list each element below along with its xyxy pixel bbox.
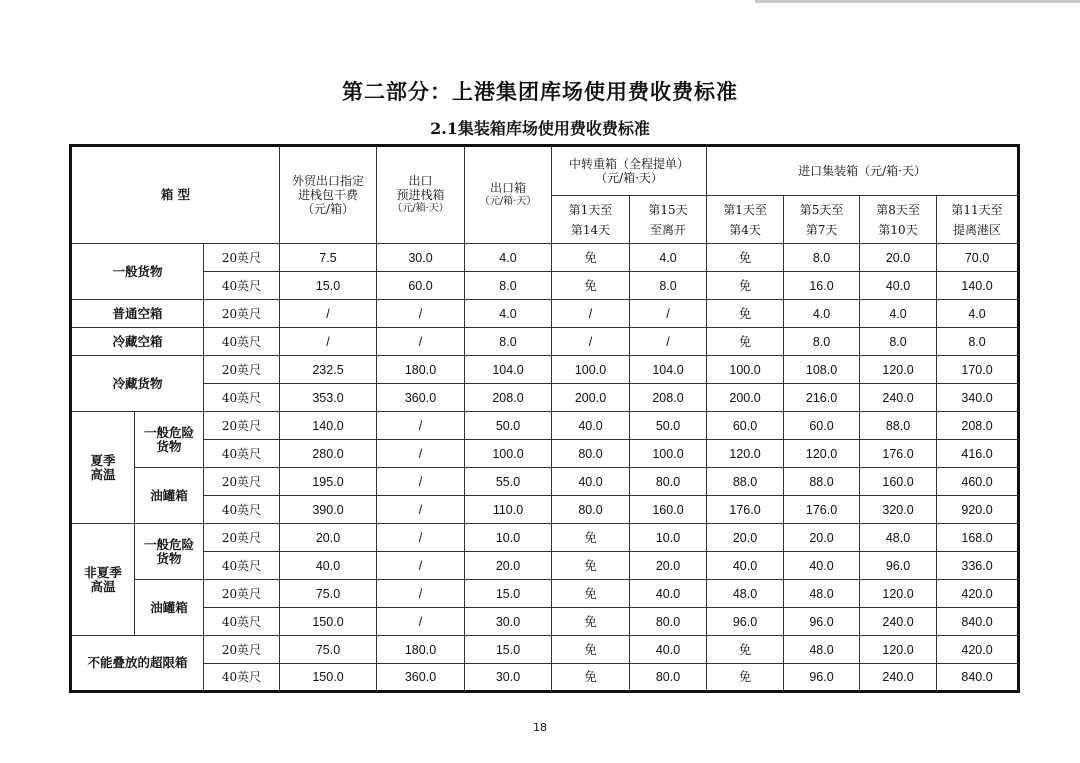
header-import-day8-10: 第8天至 第10天 bbox=[860, 196, 937, 244]
fee-value-cell: 4.0 bbox=[630, 244, 707, 272]
fee-value-cell: 150.0 bbox=[280, 608, 377, 636]
fee-value-cell: 免 bbox=[552, 580, 630, 608]
fee-value-cell: / bbox=[377, 300, 465, 328]
container-size-cell: 20英尺 bbox=[204, 524, 280, 552]
fee-value-cell: 20.0 bbox=[630, 552, 707, 580]
fee-value-cell: 75.0 bbox=[280, 580, 377, 608]
fee-value-cell: 免 bbox=[552, 636, 630, 664]
fee-value-cell: 100.0 bbox=[465, 440, 552, 468]
table-row bbox=[71, 552, 1019, 580]
fee-value-cell: 48.0 bbox=[784, 636, 860, 664]
row-label-dangerous-summer: 一般危险货物 bbox=[135, 412, 204, 468]
fee-value-cell: 150.0 bbox=[280, 664, 377, 692]
fee-value-cell: 336.0 bbox=[937, 552, 1019, 580]
header-export-box: 出口箱 （元/箱·天） bbox=[465, 146, 552, 244]
fee-value-cell: 30.0 bbox=[465, 664, 552, 692]
fee-value-cell: 20.0 bbox=[707, 524, 784, 552]
row-label-general-cargo: 一般货物 bbox=[71, 244, 204, 300]
fee-value-cell: 40.0 bbox=[630, 636, 707, 664]
fee-value-cell: 15.0 bbox=[465, 580, 552, 608]
fee-value-cell: 8.0 bbox=[465, 328, 552, 356]
fee-value-cell: 96.0 bbox=[784, 664, 860, 692]
fee-value-cell: 8.0 bbox=[784, 244, 860, 272]
header-import-day5-7: 第5天至 第7天 bbox=[784, 196, 860, 244]
fee-value-cell: 360.0 bbox=[377, 664, 465, 692]
fee-value-cell: 195.0 bbox=[280, 468, 377, 496]
fee-value-cell: 60.0 bbox=[377, 272, 465, 300]
fee-value-cell: / bbox=[377, 440, 465, 468]
fee-value-cell: 160.0 bbox=[860, 468, 937, 496]
scan-top-edge-line bbox=[755, 0, 1080, 3]
table-row bbox=[71, 524, 1019, 552]
fee-value-cell: 20.0 bbox=[280, 524, 377, 552]
fee-value-cell: 420.0 bbox=[937, 636, 1019, 664]
header-import-box: 进口集装箱（元/箱·天） bbox=[707, 146, 1019, 196]
fee-value-cell: 40.0 bbox=[630, 580, 707, 608]
fee-value-cell: 360.0 bbox=[377, 384, 465, 412]
fee-value-cell: 240.0 bbox=[860, 664, 937, 692]
fee-value-cell: 120.0 bbox=[860, 356, 937, 384]
fee-value-cell: 免 bbox=[707, 272, 784, 300]
fee-value-cell: 60.0 bbox=[707, 412, 784, 440]
row-label-oversize: 不能叠放的超限箱 bbox=[71, 636, 204, 692]
fee-value-cell: / bbox=[377, 524, 465, 552]
header-transit-heavy-box: 中转重箱（全程提单） （元/箱·天） bbox=[552, 146, 707, 196]
fee-value-cell: 460.0 bbox=[937, 468, 1019, 496]
fee-value-cell: 40.0 bbox=[707, 552, 784, 580]
fee-value-cell: / bbox=[630, 328, 707, 356]
row-label-empty-general: 普通空箱 bbox=[71, 300, 204, 328]
fee-value-cell: 10.0 bbox=[465, 524, 552, 552]
fee-value-cell: 20.0 bbox=[860, 244, 937, 272]
fee-value-cell: 100.0 bbox=[630, 440, 707, 468]
fee-value-cell: 免 bbox=[552, 244, 630, 272]
table-row bbox=[71, 384, 1019, 412]
fee-value-cell: 40.0 bbox=[280, 552, 377, 580]
fee-value-cell: 920.0 bbox=[937, 496, 1019, 524]
fee-value-cell: 208.0 bbox=[937, 412, 1019, 440]
fee-value-cell: 340.0 bbox=[937, 384, 1019, 412]
fee-value-cell: 353.0 bbox=[280, 384, 377, 412]
fee-value-cell: 70.0 bbox=[937, 244, 1019, 272]
fee-value-cell: 免 bbox=[552, 552, 630, 580]
page-title: 第二部分：上港集团库场使用费收费标准 bbox=[342, 79, 738, 104]
fee-value-cell: 48.0 bbox=[784, 580, 860, 608]
fee-value-cell: / bbox=[377, 468, 465, 496]
fee-value-cell: 176.0 bbox=[707, 496, 784, 524]
container-size-cell: 20英尺 bbox=[204, 300, 280, 328]
fee-value-cell: 420.0 bbox=[937, 580, 1019, 608]
fee-value-cell: / bbox=[280, 300, 377, 328]
fee-value-cell: 48.0 bbox=[860, 524, 937, 552]
fee-value-cell: 4.0 bbox=[465, 300, 552, 328]
fee-value-cell: 4.0 bbox=[860, 300, 937, 328]
fee-value-cell: 免 bbox=[552, 524, 630, 552]
fee-value-cell: / bbox=[377, 412, 465, 440]
header-transit-day15: 第15天 至离开 bbox=[630, 196, 707, 244]
fee-value-cell: 176.0 bbox=[784, 496, 860, 524]
fee-value-cell: / bbox=[377, 608, 465, 636]
table-row bbox=[71, 468, 1019, 496]
fee-value-cell: 180.0 bbox=[377, 636, 465, 664]
table-row bbox=[71, 580, 1019, 608]
fee-value-cell: 96.0 bbox=[784, 608, 860, 636]
fee-value-cell: 免 bbox=[552, 608, 630, 636]
fee-value-cell: 55.0 bbox=[465, 468, 552, 496]
fee-value-cell: 170.0 bbox=[937, 356, 1019, 384]
row-label-reefer-cargo: 冷藏货物 bbox=[71, 356, 204, 412]
fee-value-cell: 140.0 bbox=[937, 272, 1019, 300]
header-import-day1-4: 第1天至 第4天 bbox=[707, 196, 784, 244]
row-label-tank-summer: 油罐箱 bbox=[135, 468, 204, 524]
fee-value-cell: 80.0 bbox=[630, 608, 707, 636]
header-transit-day1-14: 第1天至 第14天 bbox=[552, 196, 630, 244]
fee-value-cell: 240.0 bbox=[860, 384, 937, 412]
fee-value-cell: 16.0 bbox=[784, 272, 860, 300]
table-row bbox=[71, 300, 1019, 328]
fee-value-cell: / bbox=[377, 580, 465, 608]
fee-value-cell: 60.0 bbox=[784, 412, 860, 440]
table-row bbox=[71, 496, 1019, 524]
fee-value-cell: 4.0 bbox=[784, 300, 860, 328]
fee-value-cell: / bbox=[280, 328, 377, 356]
fee-value-cell: 100.0 bbox=[552, 356, 630, 384]
fee-value-cell: 200.0 bbox=[707, 384, 784, 412]
fee-value-cell: / bbox=[552, 300, 630, 328]
fee-value-cell: 120.0 bbox=[707, 440, 784, 468]
fee-value-cell: 免 bbox=[707, 664, 784, 692]
fee-value-cell: 免 bbox=[552, 664, 630, 692]
fee-value-cell: 96.0 bbox=[707, 608, 784, 636]
fee-value-cell: 7.5 bbox=[280, 244, 377, 272]
fee-value-cell: 104.0 bbox=[465, 356, 552, 384]
fee-value-cell: 320.0 bbox=[860, 496, 937, 524]
fee-value-cell: 80.0 bbox=[630, 468, 707, 496]
fee-value-cell: 10.0 bbox=[630, 524, 707, 552]
table-row bbox=[71, 636, 1019, 664]
table-title: 2.1集装箱库场使用费收费标准 bbox=[430, 119, 650, 138]
fee-value-cell: 840.0 bbox=[937, 664, 1019, 692]
fee-value-cell: 416.0 bbox=[937, 440, 1019, 468]
fee-value-cell: 40.0 bbox=[784, 552, 860, 580]
fee-value-cell: 280.0 bbox=[280, 440, 377, 468]
table-row bbox=[71, 608, 1019, 636]
fee-value-cell: 免 bbox=[552, 272, 630, 300]
fee-value-cell: 4.0 bbox=[937, 300, 1019, 328]
fee-value-cell: 50.0 bbox=[630, 412, 707, 440]
fee-value-cell: 80.0 bbox=[552, 496, 630, 524]
fee-value-cell: 免 bbox=[707, 244, 784, 272]
container-size-cell: 20英尺 bbox=[204, 244, 280, 272]
fee-value-cell: 240.0 bbox=[860, 608, 937, 636]
fee-value-cell: 96.0 bbox=[860, 552, 937, 580]
container-size-cell: 40英尺 bbox=[204, 608, 280, 636]
fee-value-cell: 88.0 bbox=[784, 468, 860, 496]
container-size-cell: 40英尺 bbox=[204, 328, 280, 356]
fee-value-cell: 80.0 bbox=[552, 440, 630, 468]
fee-value-cell: / bbox=[377, 328, 465, 356]
fee-value-cell: 30.0 bbox=[465, 608, 552, 636]
fee-value-cell: 免 bbox=[707, 636, 784, 664]
fee-value-cell: 390.0 bbox=[280, 496, 377, 524]
fee-value-cell: 40.0 bbox=[552, 468, 630, 496]
fee-value-cell: 168.0 bbox=[937, 524, 1019, 552]
table-row bbox=[71, 272, 1019, 300]
fee-value-cell: 208.0 bbox=[630, 384, 707, 412]
fee-value-cell: 88.0 bbox=[860, 412, 937, 440]
fee-value-cell: / bbox=[552, 328, 630, 356]
fee-value-cell: 120.0 bbox=[860, 580, 937, 608]
fee-value-cell: 104.0 bbox=[630, 356, 707, 384]
fee-value-cell: 30.0 bbox=[377, 244, 465, 272]
container-size-cell: 20英尺 bbox=[204, 468, 280, 496]
fee-value-cell: 108.0 bbox=[784, 356, 860, 384]
container-size-cell: 40英尺 bbox=[204, 440, 280, 468]
container-size-cell: 40英尺 bbox=[204, 384, 280, 412]
fee-value-cell: 840.0 bbox=[937, 608, 1019, 636]
row-label-non-summer: 非夏季高温 bbox=[71, 524, 135, 636]
fee-value-cell: 免 bbox=[707, 300, 784, 328]
fee-value-cell: 8.0 bbox=[784, 328, 860, 356]
table-row bbox=[71, 412, 1019, 440]
fee-value-cell: 200.0 bbox=[552, 384, 630, 412]
fee-value-cell: / bbox=[377, 496, 465, 524]
fee-value-cell: 120.0 bbox=[784, 440, 860, 468]
fee-value-cell: 8.0 bbox=[937, 328, 1019, 356]
container-size-cell: 20英尺 bbox=[204, 412, 280, 440]
fee-value-cell: 20.0 bbox=[465, 552, 552, 580]
table-row bbox=[71, 244, 1019, 272]
fee-value-cell: 140.0 bbox=[280, 412, 377, 440]
fee-value-cell: 180.0 bbox=[377, 356, 465, 384]
fee-value-cell: 50.0 bbox=[465, 412, 552, 440]
row-label-tank-non-summer: 油罐箱 bbox=[135, 580, 204, 636]
row-label-summer: 夏季高温 bbox=[71, 412, 135, 524]
row-label-dangerous-non-summer: 一般危险货物 bbox=[135, 524, 204, 580]
fee-value-cell: / bbox=[630, 300, 707, 328]
container-size-cell: 20英尺 bbox=[204, 356, 280, 384]
table-row bbox=[71, 328, 1019, 356]
fee-value-cell: 8.0 bbox=[860, 328, 937, 356]
header-export-pre-stack: 出口 预进栈箱 （元/箱·天） bbox=[377, 146, 465, 244]
fee-value-cell: 免 bbox=[707, 328, 784, 356]
fee-value-cell: 8.0 bbox=[465, 272, 552, 300]
fee-value-cell: 40.0 bbox=[552, 412, 630, 440]
fee-value-cell: 160.0 bbox=[630, 496, 707, 524]
container-size-cell: 40英尺 bbox=[204, 496, 280, 524]
container-size-cell: 40英尺 bbox=[204, 552, 280, 580]
fee-value-cell: 208.0 bbox=[465, 384, 552, 412]
container-size-cell: 40英尺 bbox=[204, 272, 280, 300]
fee-value-cell: 120.0 bbox=[860, 636, 937, 664]
fee-value-cell: 80.0 bbox=[630, 664, 707, 692]
fee-value-cell: 176.0 bbox=[860, 440, 937, 468]
row-label-empty-reefer: 冷藏空箱 bbox=[71, 328, 204, 356]
fee-value-cell: 110.0 bbox=[465, 496, 552, 524]
fee-value-cell: / bbox=[377, 552, 465, 580]
fee-value-cell: 75.0 bbox=[280, 636, 377, 664]
fee-value-cell: 232.5 bbox=[280, 356, 377, 384]
table-row bbox=[71, 664, 1019, 692]
header-import-day11: 第11天至 提离港区 bbox=[937, 196, 1019, 244]
header-box-type: 箱 型 bbox=[71, 146, 280, 244]
table-row bbox=[71, 440, 1019, 468]
storage-fee-table bbox=[69, 144, 1020, 693]
fee-value-cell: 40.0 bbox=[860, 272, 937, 300]
container-size-cell: 40英尺 bbox=[204, 664, 280, 692]
container-size-cell: 20英尺 bbox=[204, 580, 280, 608]
fee-value-cell: 48.0 bbox=[707, 580, 784, 608]
fee-value-cell: 4.0 bbox=[465, 244, 552, 272]
fee-value-cell: 100.0 bbox=[707, 356, 784, 384]
table-row bbox=[71, 356, 1019, 384]
container-size-cell: 20英尺 bbox=[204, 636, 280, 664]
page-number: 18 bbox=[533, 721, 547, 734]
header-foreign-export-fee: 外贸出口指定 进栈包干费 （元/箱） bbox=[280, 146, 377, 244]
fee-value-cell: 88.0 bbox=[707, 468, 784, 496]
fee-value-cell: 15.0 bbox=[465, 636, 552, 664]
fee-value-cell: 20.0 bbox=[784, 524, 860, 552]
fee-value-cell: 15.0 bbox=[280, 272, 377, 300]
fee-value-cell: 8.0 bbox=[630, 272, 707, 300]
fee-value-cell: 216.0 bbox=[784, 384, 860, 412]
